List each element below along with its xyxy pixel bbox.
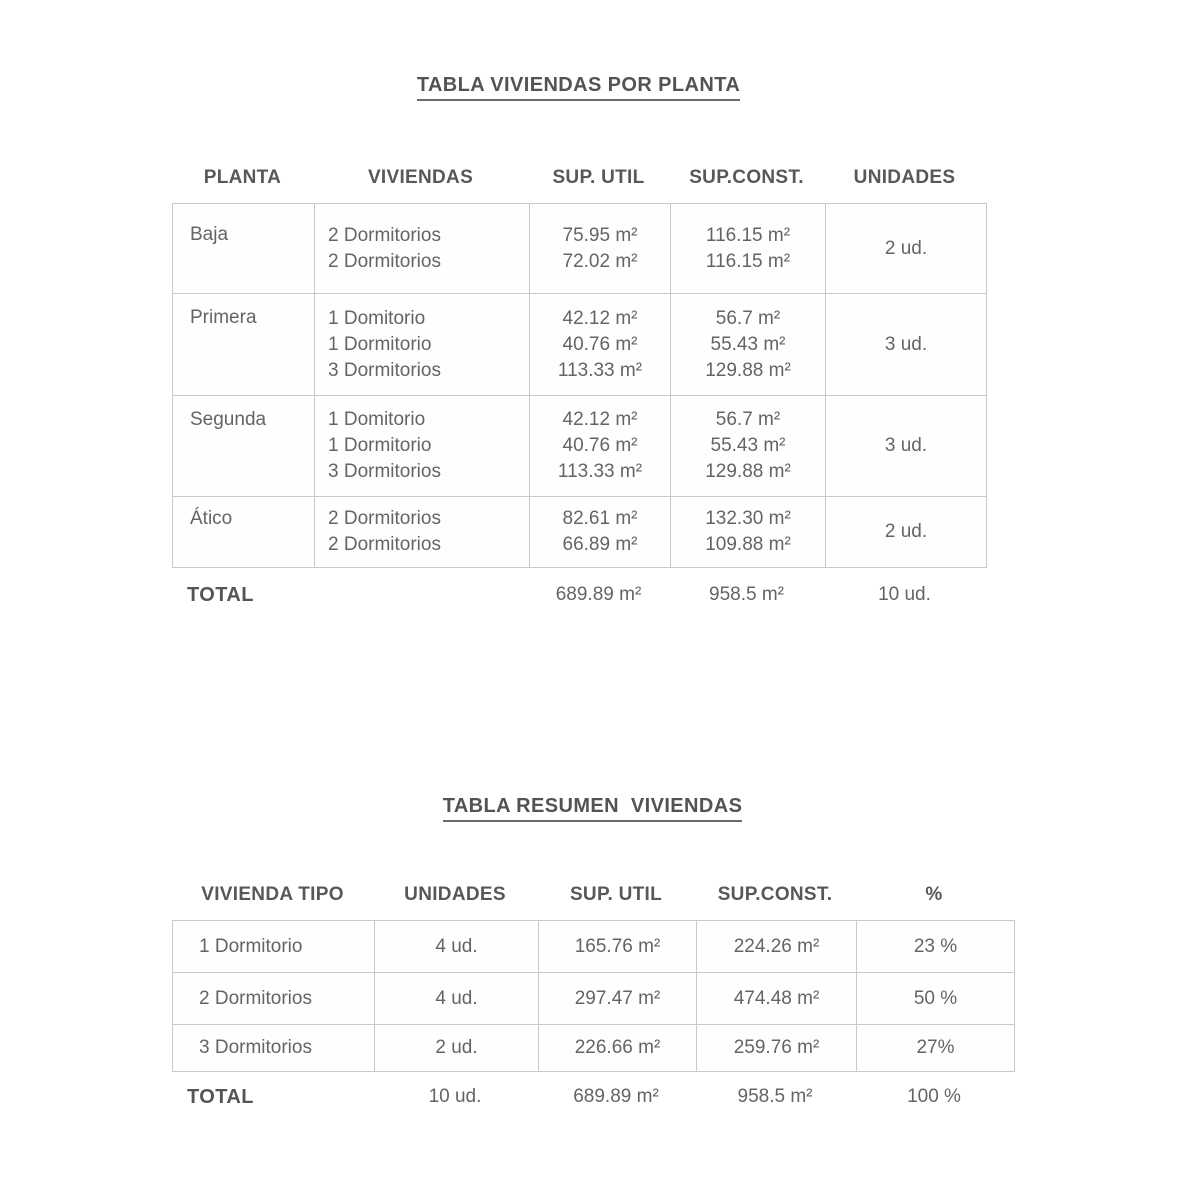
cell-line: 129.88 m² xyxy=(705,359,791,381)
header-unidades: UNIDADES xyxy=(853,167,956,188)
sup-const-cell xyxy=(670,497,825,567)
sup-const-cell xyxy=(696,1025,856,1071)
sup-const-cell xyxy=(670,396,825,496)
planta-cell xyxy=(173,204,314,293)
cell-line: 129.88 m² xyxy=(705,461,791,482)
cell-line: 72.02 m² xyxy=(562,250,638,272)
total-sup-util: 689.89 m² xyxy=(555,584,642,605)
cell-line: 474.48 m² xyxy=(733,987,820,1009)
header-planta: PLANTA xyxy=(203,167,282,188)
tipo-cell xyxy=(173,973,374,1024)
unidades-cell xyxy=(825,396,986,496)
cell-line: 259.76 m² xyxy=(733,1037,820,1058)
cell-line: 109.88 m² xyxy=(705,534,791,555)
cell-line: 42.12 m² xyxy=(562,307,638,329)
viviendas-cell xyxy=(314,396,529,496)
header-vivienda-tipo: VIVIENDA TIPO xyxy=(201,884,344,905)
cell-line: 1 Domitorio xyxy=(328,307,426,329)
table2-header-row xyxy=(172,884,1013,906)
cell-line: 66.89 m² xyxy=(562,534,638,555)
cell-line: 42.12 m² xyxy=(562,409,638,430)
total-sup-const: 958.5 m² xyxy=(737,1086,813,1107)
cell-line: 165.76 m² xyxy=(574,935,661,957)
unidades-cell xyxy=(374,973,538,1024)
unidades-cell xyxy=(825,497,986,567)
cell-line: 116.15 m² xyxy=(705,224,791,246)
cell-line: 1 Dormitorio xyxy=(328,435,432,456)
header-sup-const: SUP.CONST. xyxy=(717,884,833,905)
unidades-cell xyxy=(825,204,986,293)
floor-name: Baja xyxy=(190,224,229,245)
sup-util-cell xyxy=(529,396,670,496)
cell-line: 2 Dormitorios xyxy=(328,508,441,529)
header-sup-util: SUP. UTIL xyxy=(569,884,663,905)
table-row-1-dormitorio xyxy=(173,921,1014,972)
total-sup-const: 958.5 m² xyxy=(709,584,784,605)
units-count: 2 ud. xyxy=(435,1037,478,1058)
percent-value: 50 % xyxy=(913,987,958,1009)
table-row-2-dormitorios xyxy=(173,972,1014,1024)
unidades-cell xyxy=(374,1025,538,1071)
sup-util-cell xyxy=(538,1025,696,1071)
header-percent: % xyxy=(925,884,943,905)
viviendas-cell xyxy=(314,294,529,395)
floor-name: Segunda xyxy=(190,409,267,430)
cell-line: 3 Dormitorios xyxy=(328,359,441,381)
cell-line: 297.47 m² xyxy=(574,987,661,1009)
table2-title: TABLA RESUMEN VIVIENDAS xyxy=(443,795,743,822)
cell-line: 82.61 m² xyxy=(562,508,638,529)
units-count: 4 ud. xyxy=(435,987,478,1009)
cell-line: 40.76 m² xyxy=(562,333,638,355)
cell-line: 55.43 m² xyxy=(710,435,786,456)
cell-line: 113.33 m² xyxy=(557,461,643,482)
sup-const-cell xyxy=(696,973,856,1024)
floor-name: Primera xyxy=(190,307,257,328)
cell-line: 56.7 m² xyxy=(715,409,781,430)
units-count: 2 ud. xyxy=(884,237,928,259)
planta-cell xyxy=(173,396,314,496)
table2-title-row xyxy=(172,795,1013,822)
sup-util-cell xyxy=(538,921,696,972)
cell-line: 116.15 m² xyxy=(705,250,791,272)
cell-line: 2 Dormitorios xyxy=(328,224,441,246)
total-unidades: 10 ud. xyxy=(428,1086,482,1107)
units-count: 3 ud. xyxy=(884,435,928,456)
cell-line: 1 Dormitorio xyxy=(328,333,432,355)
cell-line: 56.7 m² xyxy=(715,307,781,329)
table1-header-row xyxy=(172,167,985,189)
cell-line: 2 Dormitorios xyxy=(328,250,441,272)
total-percent: 100 % xyxy=(907,1086,961,1107)
total-label: TOTAL xyxy=(187,1085,254,1108)
table-row-primera xyxy=(173,293,986,395)
viviendas-cell xyxy=(314,497,529,567)
table-row-segunda xyxy=(173,395,986,496)
sup-const-cell xyxy=(696,921,856,972)
unidades-cell xyxy=(374,921,538,972)
resumen-viviendas-table xyxy=(172,920,1015,1072)
total-sup-util: 689.89 m² xyxy=(573,1086,659,1107)
cell-line: 2 Dormitorios xyxy=(328,534,441,555)
table-row-atico xyxy=(173,496,986,567)
header-sup-util: SUP. UTIL xyxy=(552,167,645,188)
dwelling-type: 3 Dormitorios xyxy=(199,1037,312,1058)
cell-line: 226.66 m² xyxy=(574,1037,661,1058)
dwelling-type: 2 Dormitorios xyxy=(199,987,312,1009)
tipo-cell xyxy=(173,1025,374,1071)
percent-value: 27% xyxy=(916,1037,955,1058)
cell-line: 75.95 m² xyxy=(562,224,638,246)
units-count: 2 ud. xyxy=(884,521,928,542)
tipo-cell xyxy=(173,921,374,972)
header-viviendas: VIVIENDAS xyxy=(367,167,474,188)
percent-cell xyxy=(856,921,1014,972)
header-sup-const: SUP.CONST. xyxy=(689,167,804,188)
sup-const-cell xyxy=(670,204,825,293)
sup-util-cell xyxy=(538,973,696,1024)
total-unidades: 10 ud. xyxy=(878,584,931,605)
cell-line: 40.76 m² xyxy=(562,435,638,456)
planta-cell xyxy=(173,294,314,395)
table1-title: TABLA VIVIENDAS POR PLANTA xyxy=(417,74,740,101)
percent-value: 23 % xyxy=(913,935,958,957)
units-count: 4 ud. xyxy=(435,935,478,957)
cell-line: 3 Dormitorios xyxy=(328,461,441,482)
units-count: 3 ud. xyxy=(884,333,928,355)
cell-line: 1 Domitorio xyxy=(328,409,426,430)
floor-name: Ático xyxy=(190,508,233,529)
cell-line: 132.30 m² xyxy=(705,508,791,529)
percent-cell xyxy=(856,973,1014,1024)
sup-const-cell xyxy=(670,294,825,395)
sup-util-cell xyxy=(529,204,670,293)
table1-total-row xyxy=(172,580,985,610)
unidades-cell xyxy=(825,294,986,395)
table2-total-row xyxy=(172,1082,1013,1112)
cell-line: 113.33 m² xyxy=(557,359,643,381)
viviendas-cell xyxy=(314,204,529,293)
table1-title-row xyxy=(172,74,985,101)
percent-cell xyxy=(856,1025,1014,1071)
table-row-baja xyxy=(173,204,986,293)
viviendas-por-planta-table xyxy=(172,203,987,568)
sup-util-cell xyxy=(529,294,670,395)
cell-line: 55.43 m² xyxy=(710,333,786,355)
table-row-3-dormitorios xyxy=(173,1024,1014,1071)
total-label: TOTAL xyxy=(187,583,254,606)
planta-cell xyxy=(173,497,314,567)
sup-util-cell xyxy=(529,497,670,567)
header-unidades: UNIDADES xyxy=(404,884,506,905)
cell-line: 224.26 m² xyxy=(733,935,820,957)
dwelling-type: 1 Dormitorio xyxy=(199,935,303,957)
